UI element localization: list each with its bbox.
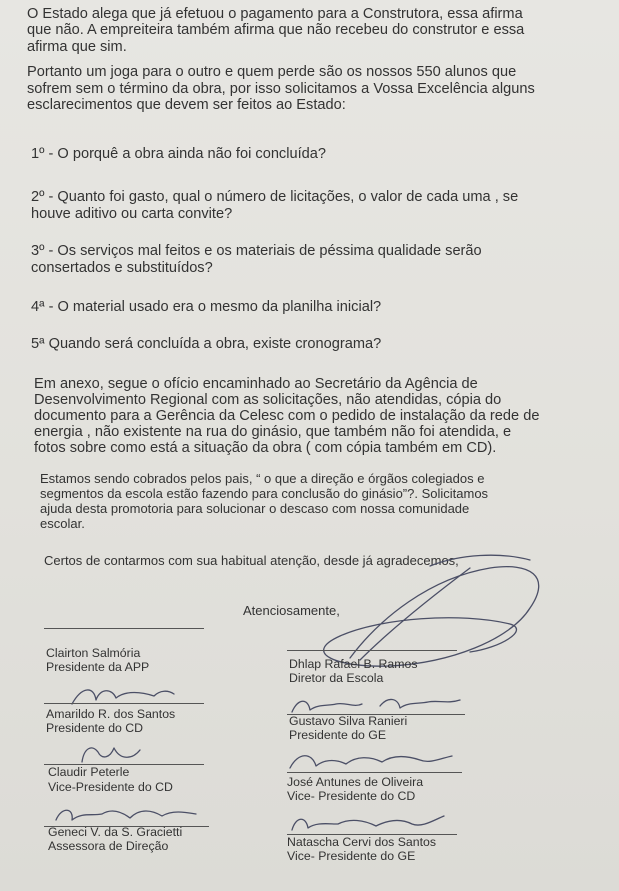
signature-line-1 [44,628,204,629]
question-3-number: 3º [31,243,45,259]
signatory-3-name: Amarildo R. dos Santos [46,707,176,721]
intro-line-1: O Estado alega que já efetuou o pagamento para a Construtora, essa afirma [27,6,523,22]
question-1 [31,146,326,162]
question-5 [31,336,381,352]
charged-line-4: escolar. [40,516,85,531]
signatory-2-role: Diretor da Escola [289,671,384,685]
signatory-4-name: Gustavo Silva Ranieri [289,714,408,728]
question-4-number: 4ª [31,299,45,315]
question-2 [31,189,518,205]
signatory-1-name: Clairton Salmória [46,646,141,660]
signature-line-3 [44,703,204,704]
charged-line-3: ajuda desta promotoria para solucionar o descaso com nossa comunidade [40,501,470,516]
question-1-number: 1º [31,146,45,162]
annex-line-1: Em anexo, segue o ofício encaminhado ao Secretário da Agência de [34,376,478,392]
question-3 [31,243,482,259]
question-3-text-1: - Os serviços mal feitos e os materiais de péssima qualidade serão [48,243,482,259]
signature-line-2 [287,650,457,651]
signatory-1-role: Presidente da APP [46,660,150,674]
signatory-6-name: José Antunes de Oliveira [287,775,424,789]
signatory-3-role: Presidente do CD [46,721,144,735]
intro-line-3: afirma que sim. [27,39,127,55]
intro-line-4: Portanto um joga para o outro e quem perde são os nossos 550 alunos que [27,64,517,80]
intro-line-2: que não. A empreiteira também afirma que não recebeu do construtor e essa [27,22,525,38]
question-4 [31,299,381,315]
closing-line: Certos de contarmos com sua habitual atenção, desde já agradecemos, [44,553,459,568]
question-4-text: - O material usado era o mesmo da planilha inicial? [48,299,382,315]
signature-3 [68,680,178,710]
regards-line: Atenciosamente, [243,603,340,618]
question-2-text-1: - Quanto foi gasto, qual o número de licitações, o valor de cada uma , se [48,189,519,205]
signatory-7-name: Geneci V. da S. Gracietti [48,825,183,839]
question-5-text: Quando será concluída a obra, existe cronograma? [48,336,382,352]
charged-line-1: Estamos sendo cobrados pelos pais, “ o que a direção e órgãos colegiados e [40,471,485,486]
signatory-5-role: Vice-Presidente do CD [48,780,173,794]
question-3-text-2: consertados e substituídos? [31,260,213,276]
signatory-8-name: Natascha Cervi dos Santos [287,835,437,849]
signatory-4-role: Presidente do GE [289,728,387,742]
signatory-8-role: Vice- Presidente do GE [287,849,416,863]
question-2-number: 2º [31,189,45,205]
signatory-7-role: Assessora de Direção [48,839,169,853]
annex-line-3: documento para a Gerência da Celesc com o pedido de instalação da rede de [34,408,540,424]
signatory-2-name: Dhlap Rafael B. Ramos [289,657,418,671]
question-1-text: - O porquê a obra ainda não foi concluída? [48,146,326,162]
signatory-5-name: Claudir Peterle [48,765,130,779]
charged-line-2: segmentos da escola estão fazendo para conclusão do ginásio”?. Solicitamos [40,486,489,501]
signature-6 [286,748,456,778]
annex-line-2: Desenvolvimento Regional com as solicitações, não atendidas, cópia do [34,392,502,408]
signatory-6-role: Vice- Presidente do CD [287,789,416,803]
annex-line-4: energia , não existente na rua do ginásio, que também não foi atendida, e [34,424,512,440]
annex-line-5: fotos sobre como está a situação da obra ( com cópia também em CD). [34,440,497,456]
signature-line-6 [287,772,462,773]
question-2-text-2: houve aditivo ou carta convite? [31,206,233,222]
intro-line-5: sofrem sem o término da obra, por isso solicitamos a Vossa Excelência alguns [27,81,535,97]
intro-line-6: esclarecimentos que devem ser feitos ao Estado: [27,97,346,113]
question-5-number: 5ª [31,336,45,352]
